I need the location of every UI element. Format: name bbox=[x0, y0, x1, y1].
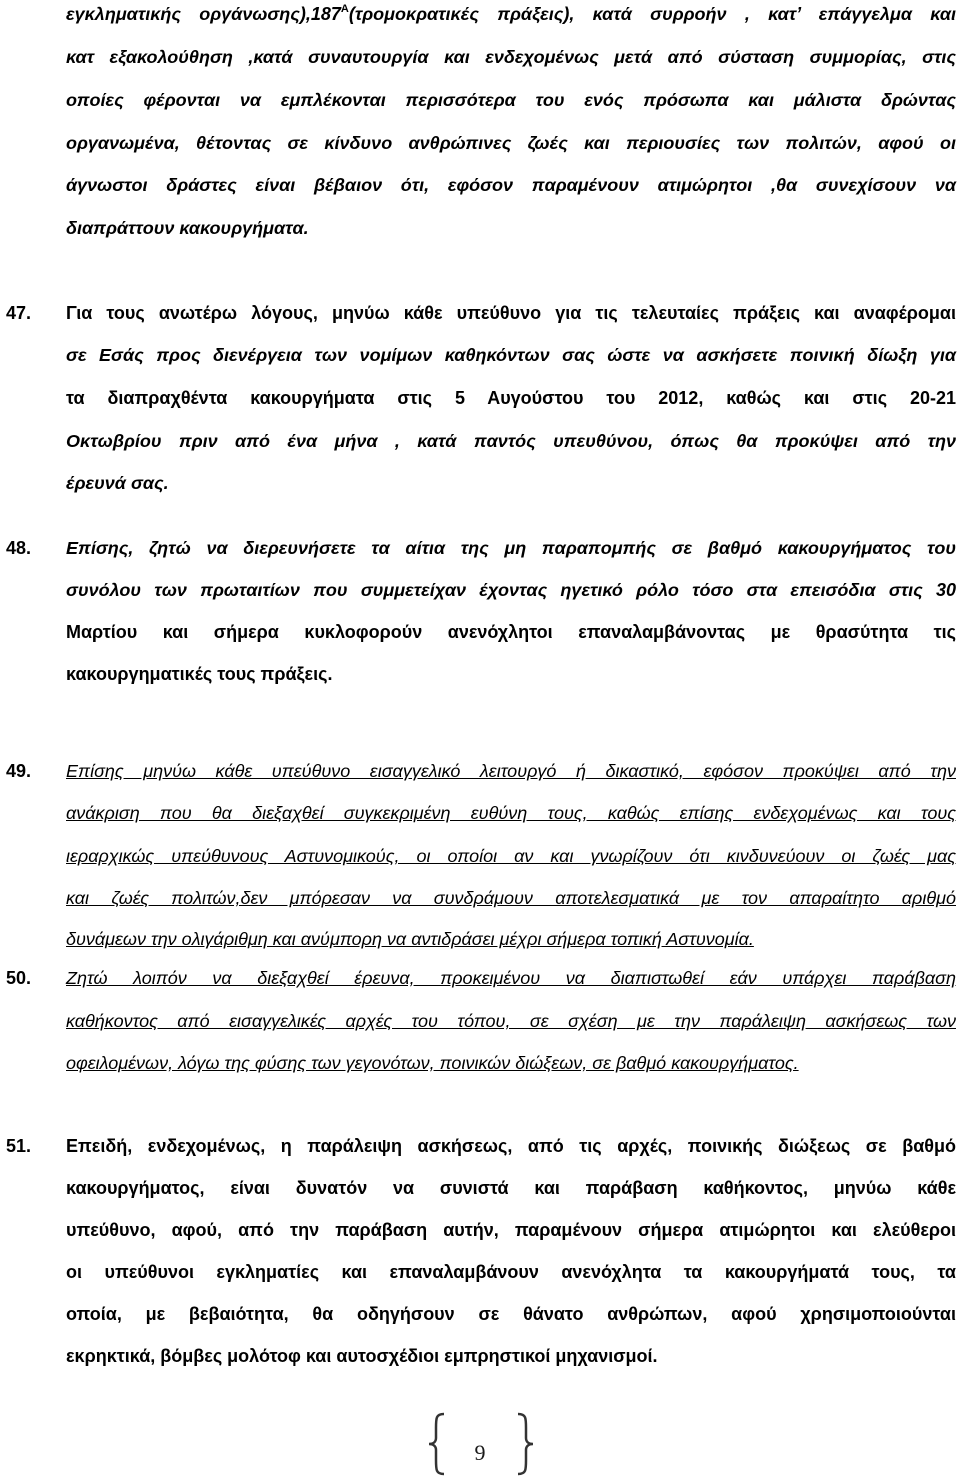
text-run: (τρομοκρατικές πράξεις), κατά συρροήν , κατ’ επάγγελμα και bbox=[348, 4, 956, 24]
paragraph-49-line-5: δυνάμεων την ολιγάριθμη και ανύμπορη να αντιδράσει μέχρι σήμερα τοπική Αστυνομία. bbox=[66, 929, 754, 949]
paragraph-51-line-2: κακουργήματος, είναι δυνατόν να συνιστά και παράβαση καθήκοντος, μηνύω κάθε bbox=[66, 1178, 956, 1198]
paragraph-49-line-2: ανάκριση που θα διεξαχθεί συγκεκριμένη ευθύνη τους, καθώς επίσης ενδεχομένως και τους bbox=[66, 803, 956, 823]
paragraph-49-number: 49. bbox=[6, 761, 32, 781]
paragraph-51-line-4: οι υπεύθυνοι εγκληματίες και επαναλαμβάνουν ανενόχλητα τα κακουργήματά τους, τα bbox=[66, 1262, 956, 1282]
paragraph-47-line-3: τα διαπραχθέντα κακουργήματα στις 5 Αυγούστου του 2012, καθώς και στις 20-21 bbox=[66, 388, 956, 408]
paragraph-49-line-1: Επίσης μηνύω κάθε υπεύθυνο εισαγγελικό λειτουργό ή δικαστικό, εφόσον προκύψει από την bbox=[66, 761, 956, 781]
paragraph-49-line-3: ιεραρχικώς υπεύθυνους Αστυνομικούς, οι οποίοι αν και γνωρίζουν ότι κινδυνεύουν οι ζωές μας bbox=[66, 846, 956, 866]
paragraph-0-line-5: άγνωστοι δράστες είναι βέβαιον ότι, εφόσον παραμένουν ατιμώρητοι ,θα συνεχίσουν να bbox=[66, 175, 956, 195]
paragraph-50-number: 50. bbox=[6, 968, 32, 988]
paragraph-47-number: 47. bbox=[6, 303, 32, 323]
paragraph-47-line-1: Για τους ανωτέρω λόγους, μηνύω κάθε υπεύθυνο για τις τελευταίες πράξεις και αναφέρομαι bbox=[66, 303, 956, 323]
paragraph-51-line-5: οποία, με βεβαιότητα, θα οδηγήσουν σε θάνατο ανθρώπων, αφού χρησιμοποιούνται bbox=[66, 1304, 956, 1324]
paragraph-51-line-3: υπεύθυνο, αφού, από την παράβαση αυτήν, παραμένουν σήμερα ατιμώρητοι και ελεύθεροι bbox=[66, 1220, 956, 1240]
left-brace-icon bbox=[424, 1410, 454, 1478]
paragraph-51-line-6: εκρηκτικά, βόμβες μολότοφ και αυτοσχέδιοι εμπρηστικοί μηχανισμοί. bbox=[66, 1346, 658, 1366]
paragraph-48-line-2: συνόλου των πρωταιτίων που συμμετείχαν έχοντας ηγετικό ρόλο τόσο στα επεισόδια στις 30 bbox=[66, 580, 956, 600]
page-footer bbox=[0, 1410, 960, 1478]
paragraph-0-line-3: οποίες φέρονται να εμπλέκονται περισσότερα του ενός πρόσωπα και μάλιστα δρώντας bbox=[66, 90, 956, 110]
right-brace-icon bbox=[508, 1410, 538, 1478]
paragraph-47-line-5: έρευνά σας. bbox=[66, 473, 169, 493]
page-number: 9 bbox=[474, 1440, 486, 1465]
paragraph-48-line-3: Μαρτίου και σήμερα κυκλοφορούν ανενόχλητοι επαναλαμβάνοντας με θρασύτητα τις bbox=[66, 622, 956, 642]
paragraph-0-line-1 bbox=[66, 3, 956, 25]
paragraph-0-line-6: διαπράττουν κακουργήματα. bbox=[66, 218, 309, 238]
paragraph-51-number: 51. bbox=[6, 1136, 32, 1156]
paragraph-0-line-4: οργανωμένα, θέτοντας σε κίνδυνο ανθρώπινες ζωές και περιουσίες των πολιτών, αφού οι bbox=[66, 133, 956, 153]
paragraph-48-line-4: κακουργηματικές τους πράξεις. bbox=[66, 664, 333, 684]
paragraph-47-line-2: σε Εσάς προς διενέργεια των νομίμων καθηκόντων σας ώστε να ασκήσετε ποινική δίωξη για bbox=[66, 345, 956, 365]
paragraph-51-line-1: Επειδή, ενδεχομένως, η παράλειψη ασκήσεως, από τις αρχές, ποινικής διώξεως σε βαθμό bbox=[66, 1136, 956, 1156]
paragraph-50-line-2: καθήκοντος από εισαγγελικές αρχές του τόπου, σε σχέση με την παράλειψη ασκήσεως των bbox=[66, 1011, 956, 1031]
paragraph-50-line-1: Ζητώ λοιπόν να διεξαχθεί έρευνα, προκειμένου να διαπιστωθεί εάν υπάρχει παράβαση bbox=[66, 968, 956, 988]
paragraph-48-line-1: Επίσης, ζητώ να διερευνήσετε τα αίτια της μη παραπομπής σε βαθμό κακουργήματος του bbox=[66, 538, 956, 558]
paragraph-48-number: 48. bbox=[6, 538, 32, 558]
paragraph-50-line-3: οφειλομένων, λόγω της φύσης των γεγονότων, ποινικών διώξεων, σε βαθμό κακουργήματος. bbox=[66, 1053, 799, 1073]
paragraph-49-line-4: και ζωές πολιτών,δεν μπόρεσαν να συνδράμουν αποτελεσματικά με τον απαραίτητο αριθμό bbox=[66, 888, 956, 908]
paragraph-47-line-4: Οκτωβρίου πριν από ένα μήνα , κατά παντός υπευθύνου, όπως θα προκύψει από την bbox=[66, 431, 956, 451]
text-run: εγκληματικής οργάνωσης),187 bbox=[66, 4, 341, 24]
superscript: A bbox=[340, 3, 349, 15]
paragraph-0-line-2: κατ εξακολούθηση ,κατά συναυτουργία και ενδεχομένως μετά από σύσταση συμμορίας, στις bbox=[66, 47, 956, 67]
